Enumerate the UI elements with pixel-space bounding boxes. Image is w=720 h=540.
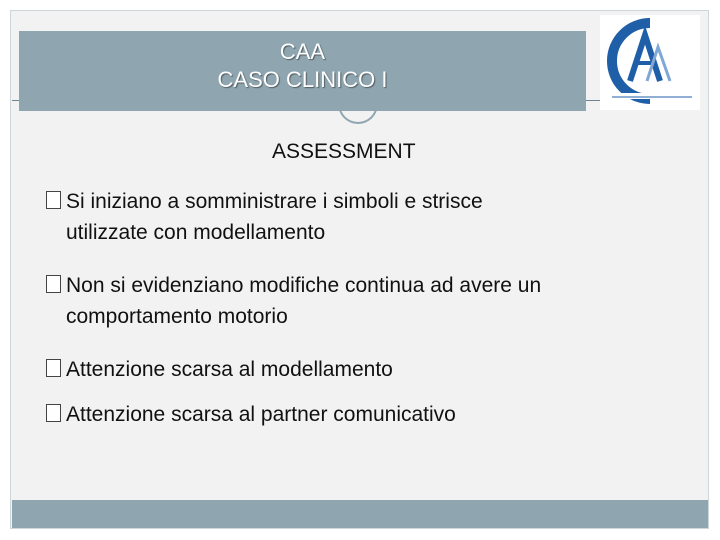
bullet-item xyxy=(46,399,696,430)
bullet-item xyxy=(46,270,696,332)
bullet-text-line-2: comportamento motorio xyxy=(66,305,288,328)
slide-title xyxy=(19,38,586,94)
bullet-item xyxy=(46,354,696,385)
bullet-box-icon xyxy=(46,191,61,209)
bullet-box-icon xyxy=(46,359,61,377)
header-rule-left xyxy=(12,100,19,101)
bullet-box-icon xyxy=(46,404,61,422)
bullet-text-line-2: utilizzate con modellamento xyxy=(66,221,326,244)
title-line-1: CAA xyxy=(279,39,326,64)
bullet-list xyxy=(46,186,696,452)
bullet-text-line-1: Si iniziano a somministrare i simboli e strisce xyxy=(66,190,483,213)
bullet-text-line-1: Attenzione scarsa al partner comunicativo xyxy=(66,403,456,426)
caa-logo-icon xyxy=(600,15,700,110)
bullet-text-line-1: Non si evidenziano modifiche continua ad avere un xyxy=(66,274,542,297)
title-line-2: CASO CLINICO I xyxy=(217,67,388,92)
bullet-text-line-1: Attenzione scarsa al modellamento xyxy=(66,358,393,381)
header-rule-right xyxy=(586,100,600,101)
section-subtitle: ASSESSMENT xyxy=(272,140,416,163)
footer-band xyxy=(12,500,708,528)
caa-logo xyxy=(600,15,700,110)
bullet-item xyxy=(46,186,696,248)
bullet-box-icon xyxy=(46,275,61,293)
